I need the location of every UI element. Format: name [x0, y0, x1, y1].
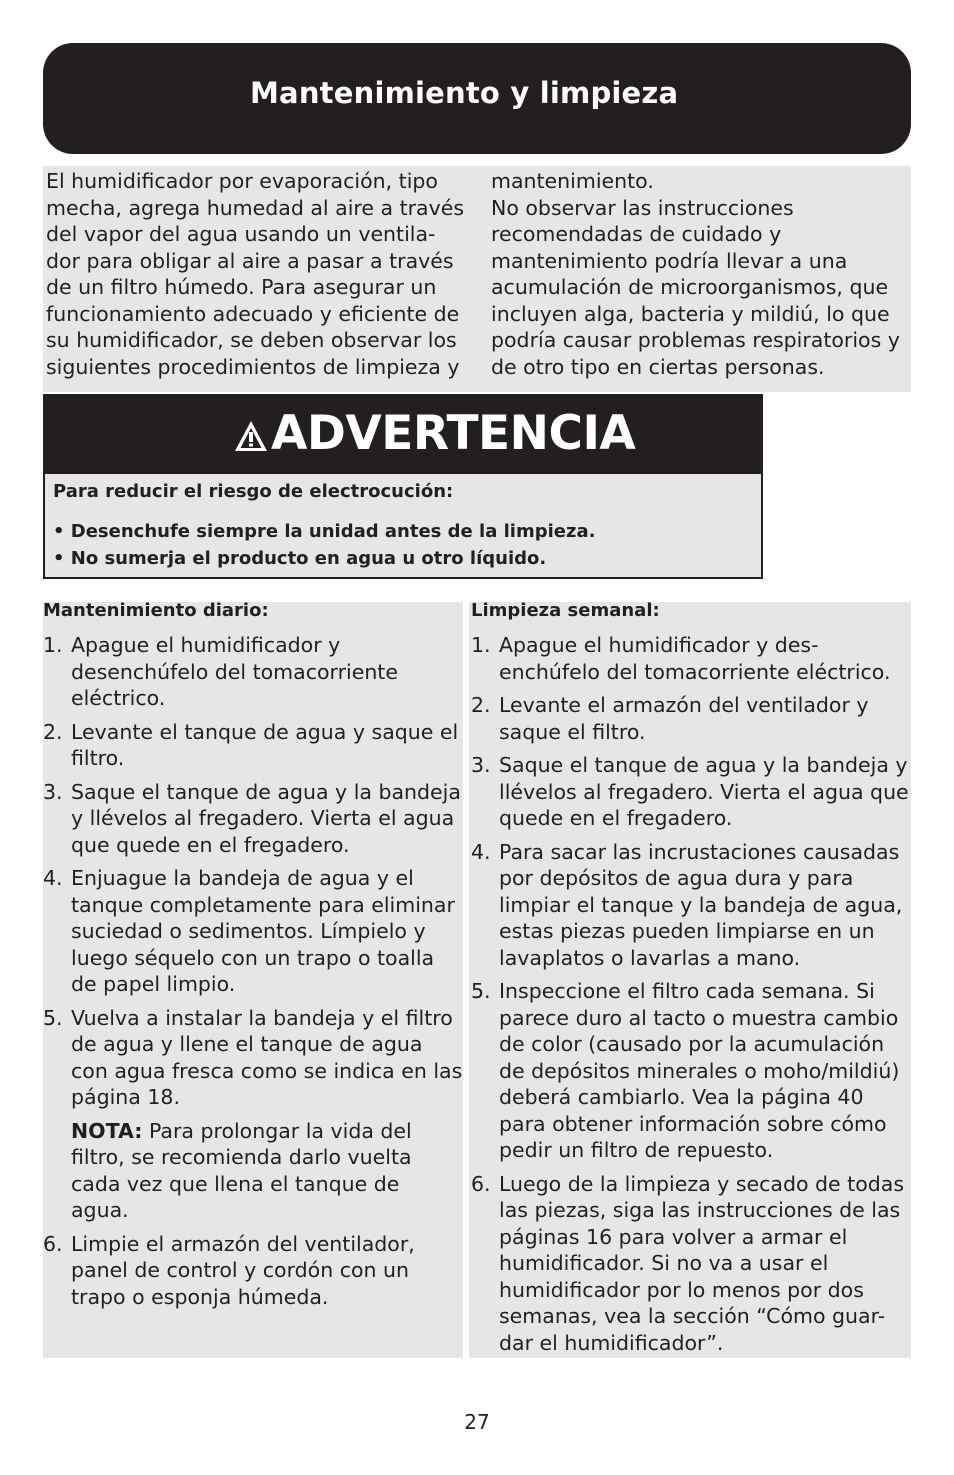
- list-item: [471, 692, 911, 745]
- list-item: [471, 839, 911, 972]
- list-item: [43, 865, 463, 998]
- step-number: 4.: [43, 866, 63, 890]
- step-text: Apague el humidificador y desenchúfelo del tomacorriente eléctrico.: [71, 633, 398, 710]
- step-number: 4.: [471, 839, 491, 864]
- intro-text-left: El humidificador por evaporación, tipo mecha, agrega humedad al aire a través del vapor del agua usando un ventila- dor para obligar al aire a pasar a través de un filtro húmedo. Para asegurar un funcionamiento adecuado y eficiente de su humidificador, se deben observar los siguientes procedimientos de limpieza y: [46, 169, 465, 379]
- step-text: Apague el humidificador y des-enchúfelo del tomacorriente eléctrico.: [499, 633, 891, 684]
- list-item: [43, 1005, 463, 1224]
- section-title: Mantenimiento y limpieza: [250, 76, 679, 110]
- step-number: 6.: [471, 1171, 491, 1196]
- note-label: NOTA:: [71, 1118, 143, 1143]
- intro-text-right: mantenimiento. No observar las instrucciones recomendadas de cuidado y mantenimiento podría llevar a una acumulación de microorganismos, que incluyen alga, bacteria y mildiú, lo que podría causar problemas respiratorios y de otro tipo en ciertas personas.: [491, 169, 900, 379]
- list-item: [43, 779, 463, 859]
- section-header: [43, 43, 911, 154]
- step-text: Inspeccione el filtro cada semana. Si parece duro al tacto o muestra cambio de color (causado por la acumulación de depósitos minerales o moho/mildiú) deberá cambiarlo. Vea la página 40 para obtener información sobre cómo pedir un filtro de repuesto.: [499, 979, 900, 1162]
- step-number: 3.: [43, 779, 63, 804]
- list-item: [43, 632, 463, 712]
- step-number: 2.: [43, 719, 63, 744]
- step-text: Levante el armazón del ventilador y saque el filtro.: [499, 693, 869, 744]
- weekly-cleaning-column: [469, 602, 911, 1358]
- page-number: 27: [464, 1410, 490, 1434]
- warning-item: • No sumerja el producto en agua u otro líquido.: [53, 548, 547, 569]
- daily-steps: [43, 632, 463, 1317]
- list-item: [471, 1171, 911, 1357]
- list-item: [471, 632, 911, 685]
- step-text: Luego de la limpieza y secado de todas las piezas, siga las instrucciones de las páginas 16 para volver a armar el humidificador. Si no va a usar el humidificador por lo menos por dos semanas, vea la sección “Cómo guar-dar el humidificador”.: [499, 1171, 904, 1355]
- list-item: [43, 719, 463, 772]
- warning-triangle-icon: [233, 419, 269, 453]
- daily-title: Mantenimiento diario:: [43, 600, 269, 621]
- note: [71, 1118, 463, 1224]
- step-text: Para sacar las incrustaciones causadas por depósitos de agua dura y para limpiar el tanque y la bandeja de agua, estas piezas pueden limpiarse en un lavaplatos o lavarlas a mano.: [499, 839, 903, 970]
- step-text: Saque el tanque de agua y la bandeja y llévelos al fregadero. Vierta el agua que quede en el fregadero.: [499, 753, 909, 830]
- warning-header: [45, 396, 761, 474]
- step-text: Saque el tanque de agua y la bandeja y llévelos al fregadero. Vierta el agua que quede en el fregadero.: [71, 779, 461, 857]
- daily-maintenance-column: [43, 602, 463, 1358]
- list-item: [471, 752, 911, 832]
- step-number: 1.: [43, 633, 63, 657]
- step-text: Limpie el armazón del ventilador, panel de control y cordón con un trapo o esponja húmeda.: [71, 1231, 415, 1309]
- note-text: Para prolongar la vida del filtro, se recomienda darlo vuelta cada vez que llena el tanque de agua.: [71, 1118, 412, 1222]
- step-number: 3.: [471, 753, 491, 777]
- weekly-title: Limpieza semanal:: [471, 600, 660, 621]
- list-item: [43, 1231, 463, 1311]
- step-text: Enjuague la bandeja de agua y el tanque completamente para eliminar suciedad o sedimentos. Límpielo y luego séquelo con un trapo o toalla de papel limpio.: [71, 866, 455, 996]
- intro-panel: [43, 166, 911, 392]
- warning-lead: Para reducir el riesgo de electrocución:: [53, 481, 454, 502]
- step-number: 5.: [471, 979, 491, 1003]
- weekly-steps: [471, 632, 911, 1363]
- step-number: 5.: [43, 1005, 63, 1030]
- list-item: [471, 978, 911, 1164]
- warning-title-row: [233, 404, 635, 464]
- warning-box: [43, 394, 763, 579]
- warning-item: • Desenchufe siempre la unidad antes de la limpieza.: [53, 521, 596, 542]
- step-number: 6.: [43, 1231, 63, 1256]
- warning-title: ADVERTENCIA: [271, 406, 636, 461]
- step-number: 2.: [471, 693, 491, 717]
- warning-list: [53, 518, 595, 572]
- step-text: Levante el tanque de agua y saque el filtro.: [71, 719, 459, 770]
- step-number: 1.: [471, 633, 491, 657]
- step-text: Vuelva a instalar la bandeja y el filtro de agua y llene el tanque de agua con agua fresca como se indica en las página 18.: [71, 1005, 463, 1109]
